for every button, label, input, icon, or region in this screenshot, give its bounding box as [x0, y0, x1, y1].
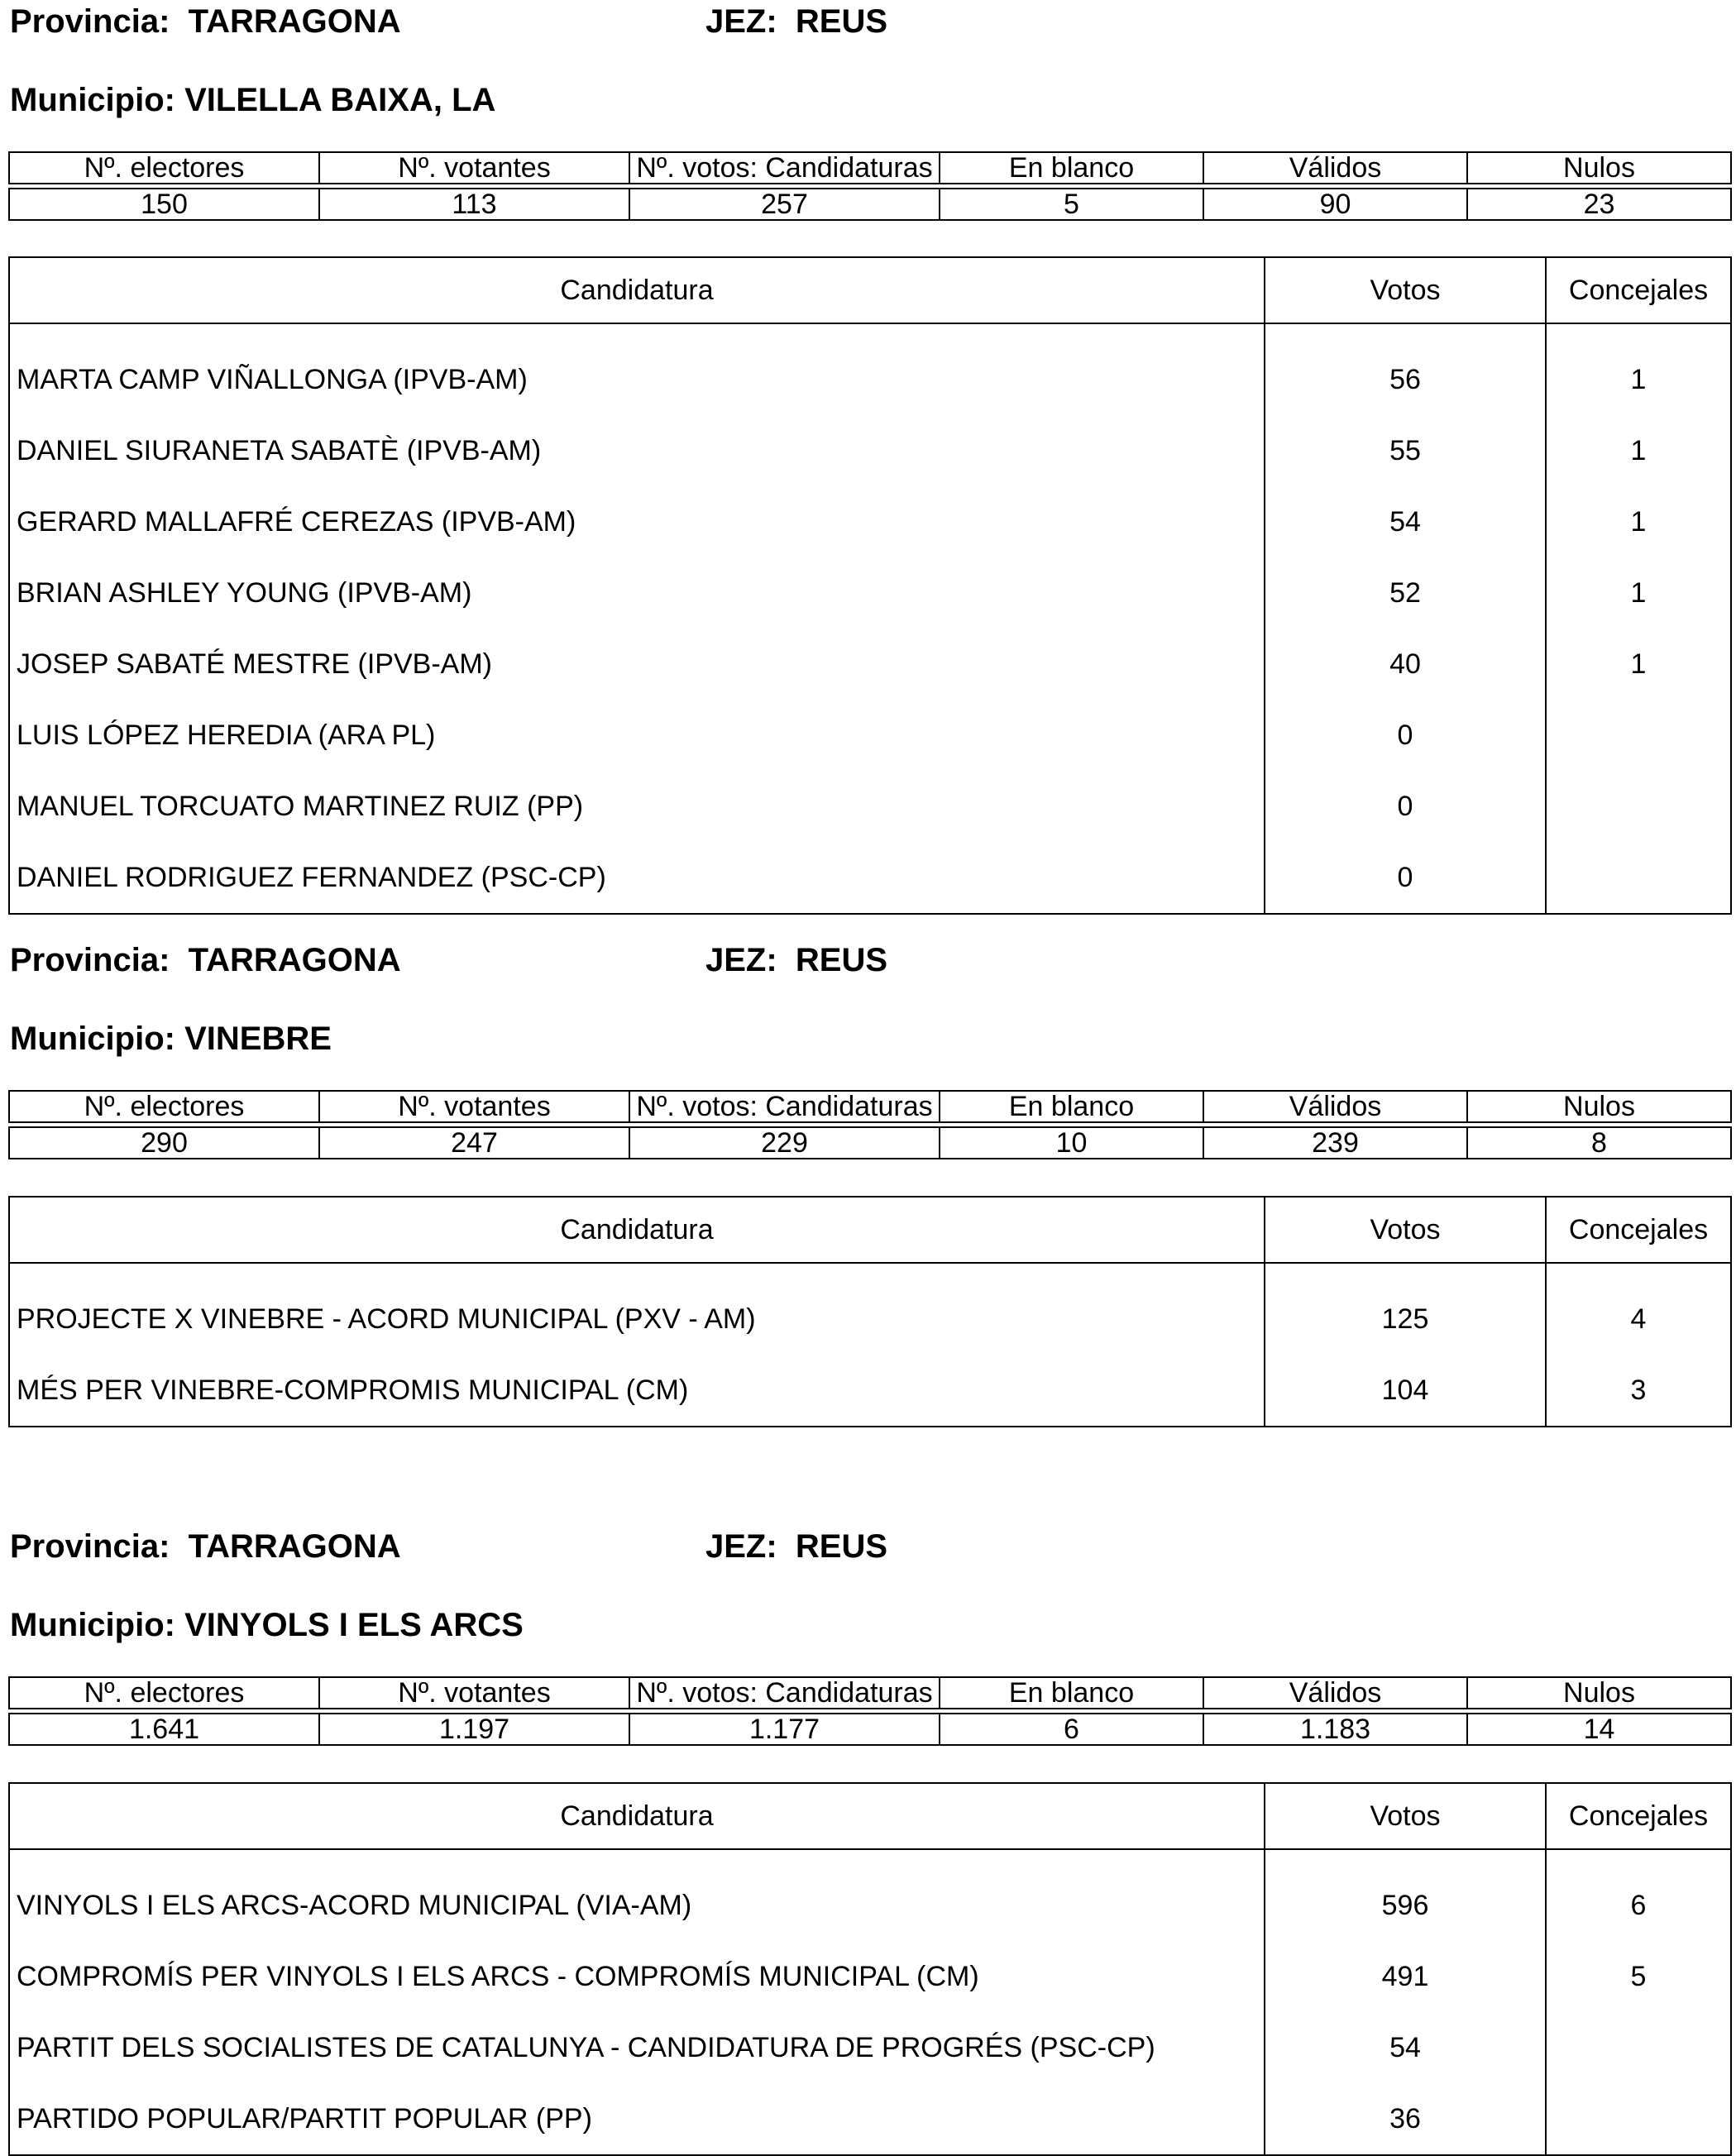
jez-label: JEZ:: [705, 942, 777, 978]
provincia-label: Provincia:: [10, 1528, 170, 1565]
summary-header: Nº. votos: Candidaturas: [629, 1091, 940, 1122]
table-row: [9, 1870, 1731, 1941]
candidate-concejales: 3: [1546, 1355, 1731, 1427]
summary-value: 14: [1467, 1714, 1731, 1745]
jez-value: REUS: [795, 1528, 888, 1565]
candidate-votos: 0: [1265, 842, 1546, 914]
municipio-heading: [10, 84, 495, 117]
table-row: [9, 1355, 1731, 1427]
summary-header: Nº. electores: [9, 1677, 319, 1709]
candidate-concejales: 5: [1546, 1941, 1731, 2012]
candidate-concejales: [1546, 842, 1731, 914]
table-row: [9, 2012, 1731, 2083]
summary-value: 247: [319, 1127, 629, 1159]
candidate-votos: 36: [1265, 2083, 1546, 2155]
municipio-heading: [10, 1022, 332, 1055]
candidate-votos: 491: [1265, 1941, 1546, 2012]
candidate-votos: 104: [1265, 1355, 1546, 1427]
candidaturas-table: [8, 256, 1732, 915]
candidate-name: VINYOLS I ELS ARCS-ACORD MUNICIPAL (VIA-AM): [9, 1870, 1265, 1941]
summary-header: Nº. votos: Candidaturas: [629, 1677, 940, 1709]
table-row: [9, 1284, 1731, 1355]
jez-heading: [705, 1530, 887, 1563]
summary-header: Nº. electores: [9, 1091, 319, 1122]
provincia-value: TARRAGONA: [188, 3, 401, 40]
candidate-votos: 56: [1265, 344, 1546, 415]
concejales-header: Concejales: [1546, 1197, 1731, 1263]
table-row: [9, 415, 1731, 486]
summary-value: 113: [319, 189, 629, 220]
table-row: [9, 842, 1731, 914]
summary-header: Válidos: [1203, 1677, 1467, 1709]
summary-header: Nulos: [1467, 152, 1731, 184]
candidate-votos: 54: [1265, 2012, 1546, 2083]
candidate-name: GERARD MALLAFRÉ CEREZAS (IPVB-AM): [9, 486, 1265, 557]
provincia-heading: [10, 5, 401, 38]
candidate-concejales: [1546, 2012, 1731, 2083]
candidate-name: MARTA CAMP VIÑALLONGA (IPVB-AM): [9, 344, 1265, 415]
jez-label: JEZ:: [705, 1528, 777, 1565]
candidate-concejales: [1546, 2083, 1731, 2155]
candidate-votos: 55: [1265, 415, 1546, 486]
municipio-label: Municipio:: [10, 82, 175, 118]
jez-heading: [705, 5, 887, 38]
candidate-concejales: 1: [1546, 415, 1731, 486]
summary-value: 1.641: [9, 1714, 319, 1745]
candidate-concejales: 1: [1546, 557, 1731, 629]
candidate-name: PARTIDO POPULAR/PARTIT POPULAR (PP): [9, 2083, 1265, 2155]
summary-header: Nº. votos: Candidaturas: [629, 152, 940, 184]
candidate-concejales: 4: [1546, 1284, 1731, 1355]
votos-header: Votos: [1265, 1197, 1546, 1263]
candidate-votos: 54: [1265, 486, 1546, 557]
summary-header: Nº. votantes: [319, 152, 629, 184]
municipio-value: VILELLA BAIXA, LA: [184, 82, 496, 118]
summary-header: Nulos: [1467, 1677, 1731, 1709]
municipio-label: Municipio:: [10, 1607, 175, 1643]
summary-table: [8, 1090, 1732, 1159]
jez-value: REUS: [795, 3, 888, 40]
candidate-name: COMPROMÍS PER VINYOLS I ELS ARCS - COMPROMÍS MUNICIPAL (CM): [9, 1941, 1265, 2012]
table-row: [9, 1941, 1731, 2012]
summary-value: 23: [1467, 189, 1731, 220]
candidatura-header: Candidatura: [9, 1783, 1265, 1849]
candidate-concejales: 1: [1546, 344, 1731, 415]
concejales-header: Concejales: [1546, 1783, 1731, 1849]
summary-value: 90: [1203, 189, 1467, 220]
candidate-concejales: [1546, 771, 1731, 842]
candidate-votos: 0: [1265, 771, 1546, 842]
summary-header: En blanco: [940, 1091, 1203, 1122]
summary-header: Válidos: [1203, 152, 1467, 184]
summary-header: Nº. electores: [9, 152, 319, 184]
municipio-heading: [10, 1609, 524, 1642]
candidate-name: DANIEL SIURANETA SABATÈ (IPVB-AM): [9, 415, 1265, 486]
candidate-concejales: [1546, 700, 1731, 771]
provincia-label: Provincia:: [10, 942, 170, 978]
candidate-name: MANUEL TORCUATO MARTINEZ RUIZ (PP): [9, 771, 1265, 842]
summary-value: 229: [629, 1127, 940, 1159]
table-row: [9, 771, 1731, 842]
jez-label: JEZ:: [705, 3, 777, 40]
candidate-name: DANIEL RODRIGUEZ FERNANDEZ (PSC-CP): [9, 842, 1265, 914]
provincia-heading: [10, 1530, 401, 1563]
table-row: [9, 2083, 1731, 2155]
candidate-votos: 52: [1265, 557, 1546, 629]
votos-header: Votos: [1265, 257, 1546, 323]
summary-header: En blanco: [940, 1677, 1203, 1709]
summary-value: 1.177: [629, 1714, 940, 1745]
candidaturas-table: [8, 1782, 1732, 2156]
table-row: [9, 700, 1731, 771]
summary-value: 257: [629, 189, 940, 220]
candidate-name: MÉS PER VINEBRE-COMPROMIS MUNICIPAL (CM): [9, 1355, 1265, 1427]
jez-value: REUS: [795, 942, 888, 978]
summary-value: 150: [9, 189, 319, 220]
candidate-concejales: 1: [1546, 629, 1731, 700]
candidatura-header: Candidatura: [9, 1197, 1265, 1263]
summary-value: 239: [1203, 1127, 1467, 1159]
municipio-label: Municipio:: [10, 1021, 175, 1057]
concejales-header: Concejales: [1546, 257, 1731, 323]
candidate-name: LUIS LÓPEZ HEREDIA (ARA PL): [9, 700, 1265, 771]
summary-value: 1.197: [319, 1714, 629, 1745]
provincia-value: TARRAGONA: [188, 942, 401, 978]
candidate-votos: 596: [1265, 1870, 1546, 1941]
candidate-concejales: 1: [1546, 486, 1731, 557]
candidate-name: PARTIT DELS SOCIALISTES DE CATALUNYA - CANDIDATURA DE PROGRÉS (PSC-CP): [9, 2012, 1265, 2083]
summary-header: Nº. votantes: [319, 1677, 629, 1709]
table-row: [9, 557, 1731, 629]
candidate-votos: 0: [1265, 700, 1546, 771]
summary-table: [8, 1676, 1732, 1746]
provincia-value: TARRAGONA: [188, 1528, 401, 1565]
summary-header: En blanco: [940, 152, 1203, 184]
candidatura-header: Candidatura: [9, 257, 1265, 323]
votos-header: Votos: [1265, 1783, 1546, 1849]
summary-value: 8: [1467, 1127, 1731, 1159]
table-row: [9, 344, 1731, 415]
municipio-value: VINEBRE: [184, 1021, 332, 1057]
provincia-label: Provincia:: [10, 3, 170, 40]
candidate-name: JOSEP SABATÉ MESTRE (IPVB-AM): [9, 629, 1265, 700]
summary-table: [8, 151, 1732, 221]
jez-heading: [705, 944, 887, 977]
candidate-concejales: 6: [1546, 1870, 1731, 1941]
summary-value: 6: [940, 1714, 1203, 1745]
summary-header: Nulos: [1467, 1091, 1731, 1122]
table-row: [9, 486, 1731, 557]
summary-value: 290: [9, 1127, 319, 1159]
summary-value: 10: [940, 1127, 1203, 1159]
candidate-name: BRIAN ASHLEY YOUNG (IPVB-AM): [9, 557, 1265, 629]
municipio-value: VINYOLS I ELS ARCS: [184, 1607, 524, 1643]
candidaturas-table: [8, 1196, 1732, 1427]
provincia-heading: [10, 944, 401, 977]
table-row: [9, 629, 1731, 700]
candidate-name: PROJECTE X VINEBRE - ACORD MUNICIPAL (PXV - AM): [9, 1284, 1265, 1355]
summary-value: 1.183: [1203, 1714, 1467, 1745]
summary-header: Nº. votantes: [319, 1091, 629, 1122]
summary-value: 5: [940, 189, 1203, 220]
candidate-votos: 40: [1265, 629, 1546, 700]
candidate-votos: 125: [1265, 1284, 1546, 1355]
summary-header: Válidos: [1203, 1091, 1467, 1122]
